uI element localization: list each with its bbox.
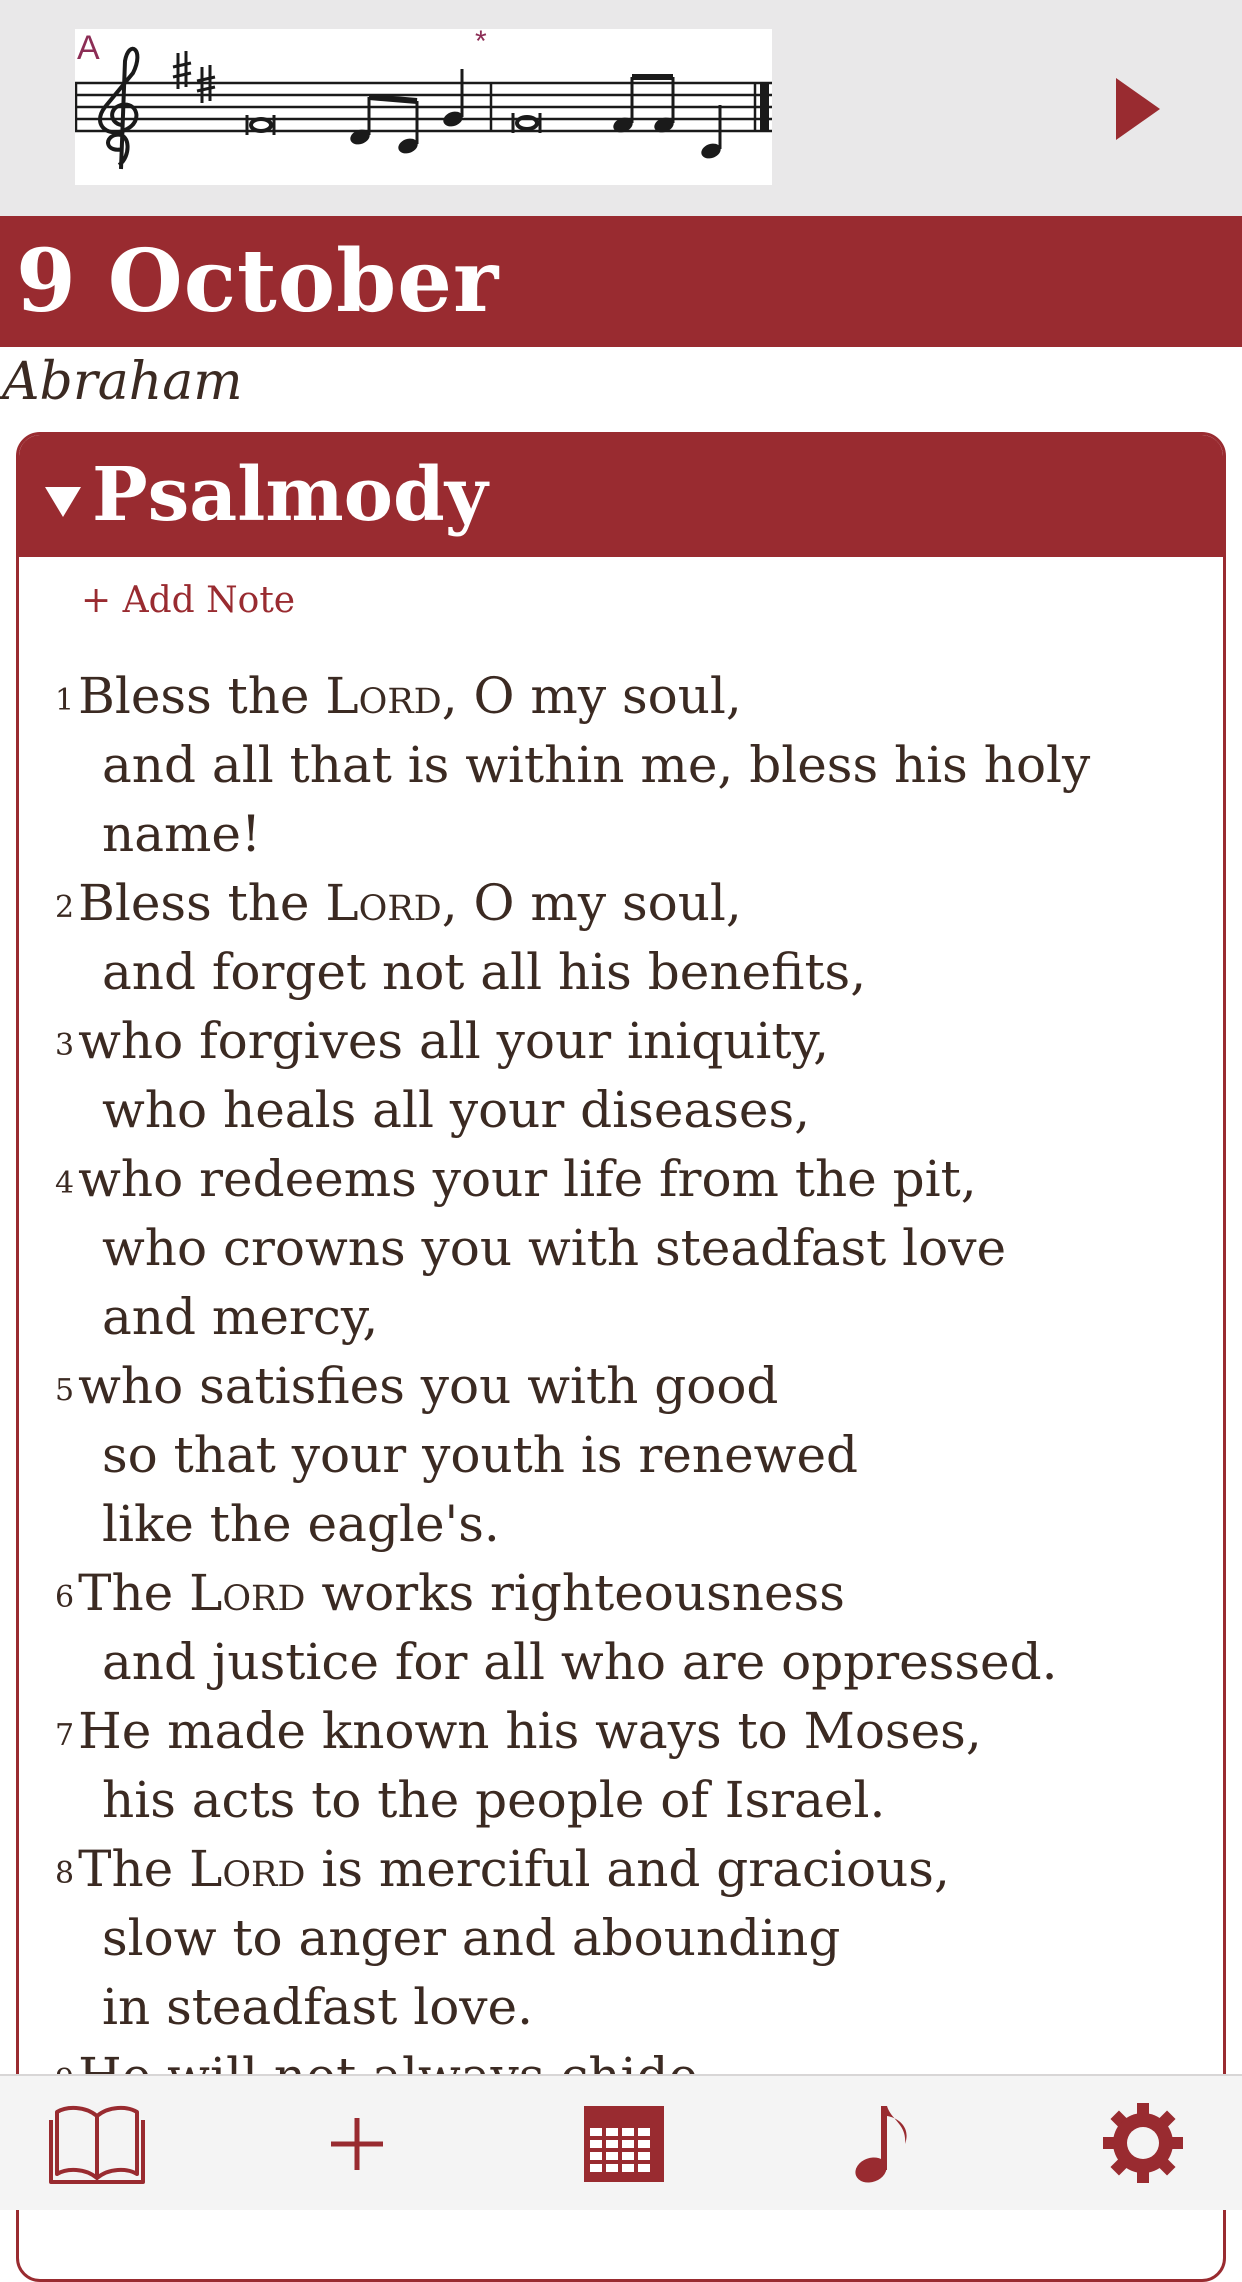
verse-text: and justice for all who are oppressed. — [102, 1633, 1058, 1691]
verse-line — [55, 1697, 1205, 1766]
psalmody-section — [16, 432, 1226, 2282]
verse-text: He made known his ways to Moses, — [78, 1702, 982, 1760]
psalm-verse — [55, 662, 1205, 869]
verse-text: who satisfies you with good — [78, 1357, 779, 1415]
verse-line — [55, 1904, 1205, 1973]
music-note-icon — [833, 2100, 933, 2186]
music-part-label: A — [77, 29, 100, 67]
verse-text: like the eagle's. — [102, 1495, 500, 1553]
play-icon — [1112, 76, 1164, 142]
add-note-button[interactable]: + Add Note — [81, 580, 296, 621]
psalm-text — [55, 662, 1205, 2111]
verse-line — [55, 1007, 1205, 1076]
verse-line — [55, 800, 1205, 869]
verse-text: works righteousness — [305, 1564, 845, 1622]
psalm-verse — [55, 1007, 1205, 1145]
music-marker: * — [475, 29, 487, 58]
triangle-down-icon — [45, 487, 81, 517]
divine-name: Lord — [325, 874, 442, 932]
verse-number: 6 — [55, 1580, 75, 1615]
verse-line — [55, 1421, 1205, 1490]
verse-text: and mercy, — [102, 1288, 379, 1346]
tab-bar — [0, 2074, 1242, 2210]
psalm-verse — [55, 1559, 1205, 1697]
gear-icon — [1093, 2100, 1193, 2186]
verse-text: in steadfast love. — [102, 1978, 534, 2036]
verse-text: Bless the — [78, 874, 326, 932]
verse-line — [55, 938, 1205, 1007]
verse-text: and all that is within me, bless his holy — [102, 736, 1091, 794]
music-header — [0, 0, 1242, 216]
tab-calendar[interactable] — [574, 2100, 674, 2186]
verse-line — [55, 1766, 1205, 1835]
psalm-verse — [55, 1697, 1205, 1835]
verse-line — [55, 1559, 1205, 1628]
verse-line — [55, 1973, 1205, 2042]
verse-line — [55, 1145, 1205, 1214]
verse-line — [55, 1214, 1205, 1283]
verse-line — [55, 869, 1205, 938]
psalm-verse — [55, 1352, 1205, 1559]
verse-text: who crowns you with steadfast love — [102, 1219, 1007, 1277]
psalm-verse — [55, 869, 1205, 1007]
music-staff-image[interactable] — [75, 29, 772, 185]
verse-number: 3 — [55, 1028, 75, 1063]
verse-text: who redeems your life from the pit, — [78, 1150, 977, 1208]
divine-name: Lord — [189, 1840, 306, 1898]
commemoration-label: Abraham — [2, 352, 243, 412]
book-icon — [47, 2100, 147, 2186]
verse-number: 2 — [55, 890, 75, 925]
verse-line — [55, 1490, 1205, 1559]
verse-text: Bless the — [78, 667, 326, 725]
section-title: Psalmody — [92, 452, 488, 538]
verse-line — [55, 731, 1205, 800]
verse-text: name! — [102, 805, 262, 863]
verse-number: 5 — [55, 1373, 75, 1408]
verse-text: The — [78, 1564, 190, 1622]
verse-text: is merciful and gracious, — [305, 1840, 950, 1898]
verse-line — [55, 1628, 1205, 1697]
page-title: 9 October — [16, 231, 500, 332]
verse-line — [55, 662, 1205, 731]
verse-text: slow to anger and abounding — [102, 1909, 841, 1967]
verse-line — [55, 1283, 1205, 1352]
tab-settings[interactable] — [1093, 2100, 1193, 2186]
music-notation-icon — [75, 29, 772, 185]
verse-line — [55, 1835, 1205, 1904]
verse-line — [55, 1352, 1205, 1421]
psalm-verse — [55, 1145, 1205, 1352]
psalm-verse — [55, 1835, 1205, 2042]
verse-text: , O my soul, — [441, 667, 742, 725]
verse-line — [55, 1076, 1205, 1145]
verse-number: 4 — [55, 1166, 75, 1201]
verse-text: and forget not all his benefits, — [102, 943, 867, 1001]
play-button[interactable] — [1112, 76, 1164, 142]
verse-text: , O my soul, — [441, 874, 742, 932]
divine-name: Lord — [189, 1564, 306, 1622]
psalmody-section-header[interactable] — [19, 435, 1223, 557]
verse-number: 8 — [55, 1856, 75, 1891]
verse-text: his acts to the people of Israel. — [102, 1771, 886, 1829]
tab-music[interactable] — [833, 2100, 933, 2186]
tab-add[interactable] — [307, 2100, 407, 2186]
verse-text: The — [78, 1840, 190, 1898]
plus-icon — [307, 2100, 407, 2186]
verse-number: 1 — [55, 683, 75, 718]
date-banner — [0, 216, 1242, 347]
calendar-icon — [574, 2100, 674, 2186]
verse-text: who heals all your diseases, — [102, 1081, 811, 1139]
tab-book[interactable] — [47, 2100, 147, 2186]
verse-text: who forgives all your iniquity, — [78, 1012, 829, 1070]
verse-number: 7 — [55, 1718, 75, 1753]
divine-name: Lord — [325, 667, 442, 725]
verse-text: so that your youth is renewed — [102, 1426, 859, 1484]
